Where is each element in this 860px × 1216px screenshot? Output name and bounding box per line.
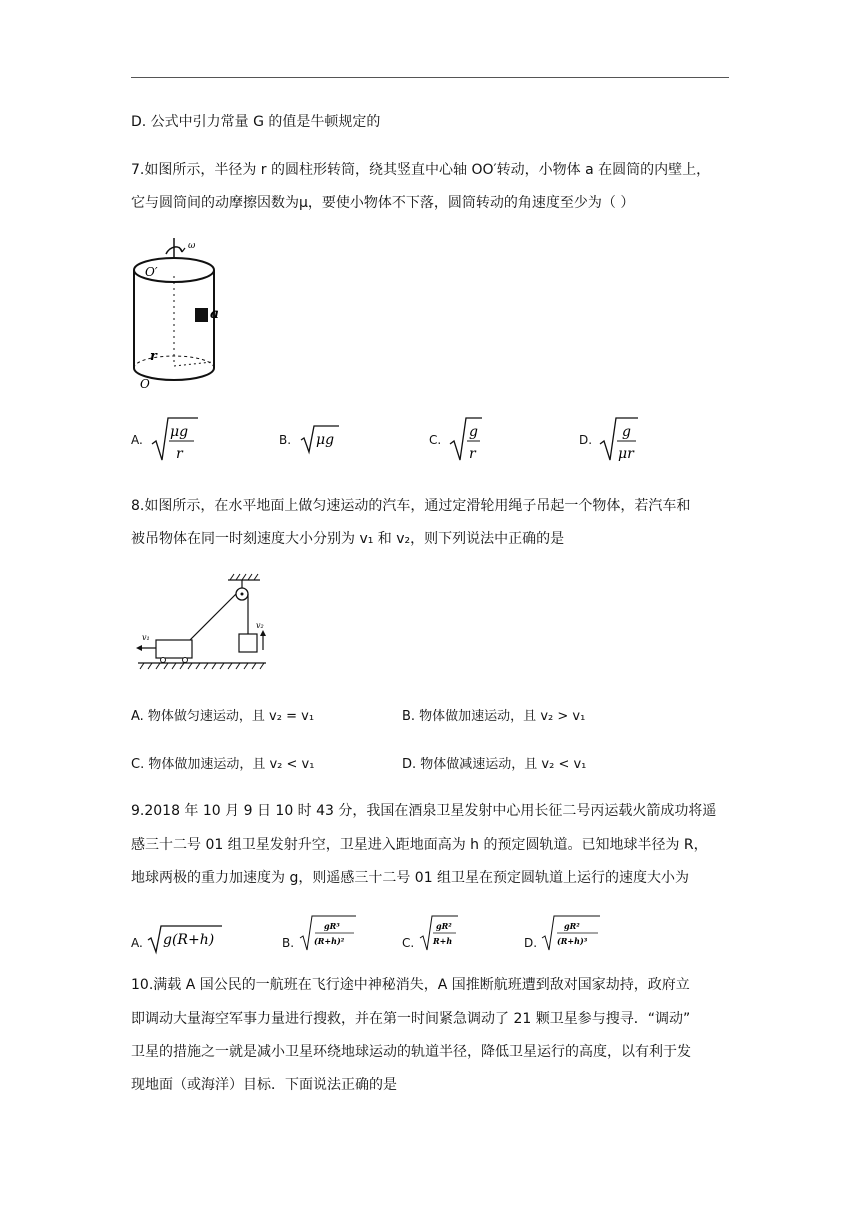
svg-text:μg: μg (316, 432, 335, 448)
q8-text-line2: 被吊物体在同一时刻速度大小分别为 v₁ 和 v₂，则下列说法中正确的是 (131, 531, 565, 547)
svg-text:gR²: gR² (564, 921, 580, 931)
q9-opt-c-formula (418, 914, 462, 952)
q9-opt-d-label: D. (524, 936, 538, 950)
q8-text-line1: 8.如图所示，在水平地面上做匀速运动的汽车，通过定滑轮用绳子吊起一个物体，若汽车和 (131, 498, 691, 514)
q6-option-d: D. 公式中引力常量 G 的值是牛顿规定的 (131, 114, 381, 130)
radius-label: r (150, 349, 157, 364)
mass-label: a (210, 306, 220, 322)
svg-text:μg: μg (170, 424, 189, 440)
q7-opt-d-formula (598, 414, 643, 464)
q10-text-line3: 卫星的措施之一就是减小卫星环绕地球运动的轨道半径，降低卫星运行的高度，以有利于发 (131, 1044, 691, 1060)
svg-text:r: r (469, 446, 476, 462)
q7-opt-a-label: A. (131, 433, 143, 447)
q7-opt-b-formula (299, 424, 344, 454)
q9-opt-a-label: A. (131, 936, 143, 950)
q8-option-d: D. 物体做减速运动，且 v₂ < v₁ (402, 757, 587, 772)
q9-opt-a-formula (146, 924, 226, 954)
axis-top-label: O′ (145, 265, 158, 279)
svg-text:R+h: R+h (433, 936, 453, 946)
v1-label: v₁ (142, 633, 150, 642)
omega-label: ω (188, 241, 196, 251)
svg-text:r: r (176, 446, 183, 462)
q7-opt-d-label: D. (579, 433, 593, 447)
q10-text-line1: 10.满载 A 国公民的一航班在飞行途中神秘消失，A 国推断航班遭到敌对国家劫持，政府立 (131, 977, 690, 993)
svg-text:(R+h)²: (R+h)² (314, 936, 345, 946)
q10-text-line2: 即调动大量海空军事力量进行搜救，并在第一时间紧急调动了 21 颗卫星参与搜寻．“调动” (131, 1011, 691, 1027)
q7-cylinder-figure (124, 236, 234, 392)
q7-opt-b-label: B. (279, 433, 292, 447)
svg-text:g: g (622, 424, 631, 440)
q8-option-b: B. 物体做加速运动，且 v₂ > v₁ (402, 709, 586, 724)
q9-text-line3: 地球两极的重力加速度为 g，则遥感三十二号 01 组卫星在预定圆轨道上运行的速度大小为 (131, 870, 690, 886)
q9-text-line2: 感三十二号 01 组卫星发射升空，卫星进入距地面高为 h 的预定圆轨道。已知地球半径为 R， (131, 837, 708, 853)
q10-text-line4: 现地面（或海洋）目标．下面说法正确的是 (131, 1077, 397, 1093)
q7-opt-c-formula (448, 414, 488, 464)
q7-opt-c-label: C. (429, 433, 442, 447)
axis-bottom-label: O (140, 377, 150, 391)
q7-text-line2: 它与圆筒间的动摩擦因数为μ，要使小物体不下落，圆筒转动的角速度至少为（ ） (131, 195, 635, 211)
q8-option-a: A. 物体做匀速运动，且 v₂ = v₁ (131, 709, 315, 724)
q9-text-line1: 9.2018 年 10 月 9 日 10 时 43 分，我国在酒泉卫星发射中心用长征二号丙运载火箭成功将遥 (131, 803, 717, 819)
svg-text:gR²: gR² (436, 921, 452, 931)
svg-text:g(R+h): g(R+h) (163, 932, 215, 948)
q9-opt-c-label: C. (402, 936, 415, 950)
q7-text-line1: 7.如图所示，半径为 r 的圆柱形转筒，绕其竖直中心轴 OO′转动，小物体 a 在圆筒的内壁上， (131, 162, 711, 178)
q8-pulley-figure (136, 572, 268, 674)
q7-opt-a-formula (150, 414, 200, 464)
svg-text:gR³: gR³ (324, 921, 340, 931)
q9-opt-b-formula (298, 914, 358, 952)
v2-label: v₂ (256, 621, 264, 630)
q9-opt-b-label: B. (282, 936, 295, 950)
svg-text:μr: μr (618, 446, 634, 462)
header-rule (131, 77, 729, 78)
svg-text:(R+h)³: (R+h)³ (557, 936, 588, 946)
svg-text:g: g (469, 424, 478, 440)
q9-opt-d-formula (540, 914, 604, 952)
q8-option-c: C. 物体做加速运动，且 v₂ < v₁ (131, 757, 315, 772)
